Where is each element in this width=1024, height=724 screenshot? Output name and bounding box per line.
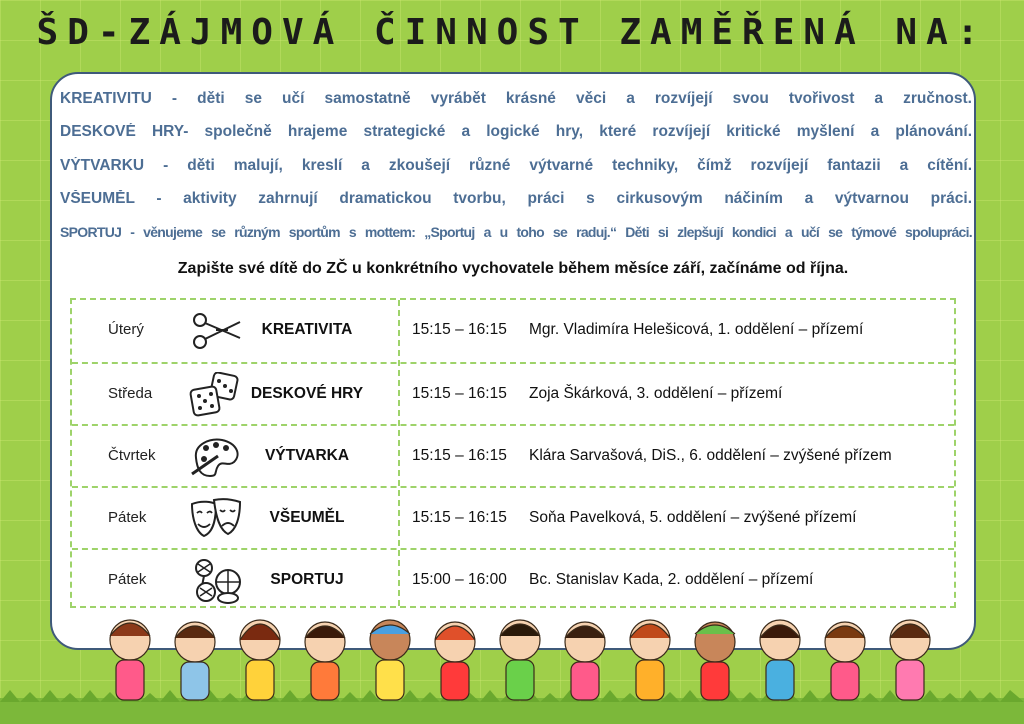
schedule-row-deskove-hry <box>72 362 954 424</box>
schedule-row-vytvarka <box>72 424 954 486</box>
time-range: 15:15 – 16:15 <box>412 385 507 402</box>
time-range: 15:15 – 16:15 <box>412 447 507 464</box>
day-label: Úterý <box>108 321 144 338</box>
intro-sportuj: SPORTUJ - věnujeme se různým sportům s mottem: „Sportuj a u toho se raduj.“ Děti si zlepšují kondici a učí se týmové spolupráci. <box>60 224 972 240</box>
day-label: Středa <box>108 385 153 402</box>
theater-masks-icon <box>188 496 244 542</box>
dice-icon <box>188 372 244 418</box>
time-range: 15:00 – 16:00 <box>412 571 507 588</box>
sports-balls-icon <box>188 558 244 604</box>
teacher-info: Mgr. Vladimíra Helešicová, 1. oddělení – přízemí <box>529 321 864 338</box>
time-range: 15:15 – 16:15 <box>412 509 507 526</box>
children-illustration <box>80 610 960 724</box>
palette-icon <box>188 434 244 480</box>
teacher-info: Bc. Stanislav Kada, 2. oddělení – přízemí <box>529 571 814 588</box>
intro-kreativitu: KREATIVITU - děti se učí samostatně vyrábět krásné věci a rozvíjejí svou tvořivost a zručnost. <box>60 90 972 107</box>
teacher-info: Soňa Pavelková, 5. oddělení – zvýšené přízemí <box>529 509 857 526</box>
schedule-row-sportuj <box>72 548 954 610</box>
teacher-info: Zoja Škárková, 3. oddělení – přízemí <box>529 385 783 402</box>
time-range: 15:15 – 16:15 <box>412 321 507 338</box>
day-label: Pátek <box>108 571 147 588</box>
day-label: Pátek <box>108 509 147 526</box>
scissors-icon <box>188 308 244 354</box>
enroll-notice: Zapište své dítě do ZČ u konkrétního vychovatele během měsíce září, začínáme od října. <box>177 260 849 277</box>
intro-vytvarku: VÝTVARKU - děti malují, kreslí a zkoušejí různé výtvarné techniky, čímž rozvíjejí fantazii a cítění. <box>60 157 972 174</box>
page-title: ŠD-ZÁJMOVÁ ČINNOST ZAMĚŘENÁ NA: <box>36 12 988 53</box>
activity-name: VŠEUMĚL <box>269 509 345 526</box>
intro-vseumel: VŠEUMĚL - aktivity zahrnují dramatickou tvorbu, práci s cirkusovým náčiním a výtvarnou práci. <box>60 190 972 207</box>
teacher-info: Klára Sarvašová, DiS., 6. oddělení – zvýšené přízem <box>529 447 892 464</box>
day-label: Čtvrtek <box>108 447 156 464</box>
schedule-row-vseumel <box>72 486 954 548</box>
intro-deskove-hry: DESKOVÉ HRY- společně hrajeme strategické a logické hry, které rozvíjejí kritické myšlení a plánování. <box>60 123 972 140</box>
activity-name: DESKOVÉ HRY <box>250 385 364 402</box>
schedule-table <box>70 298 956 608</box>
activity-name: KREATIVITA <box>261 321 353 338</box>
schedule-row-kreativita <box>72 300 954 362</box>
activity-name: SPORTUJ <box>270 571 344 588</box>
activity-name: VÝTVARKA <box>264 447 350 464</box>
